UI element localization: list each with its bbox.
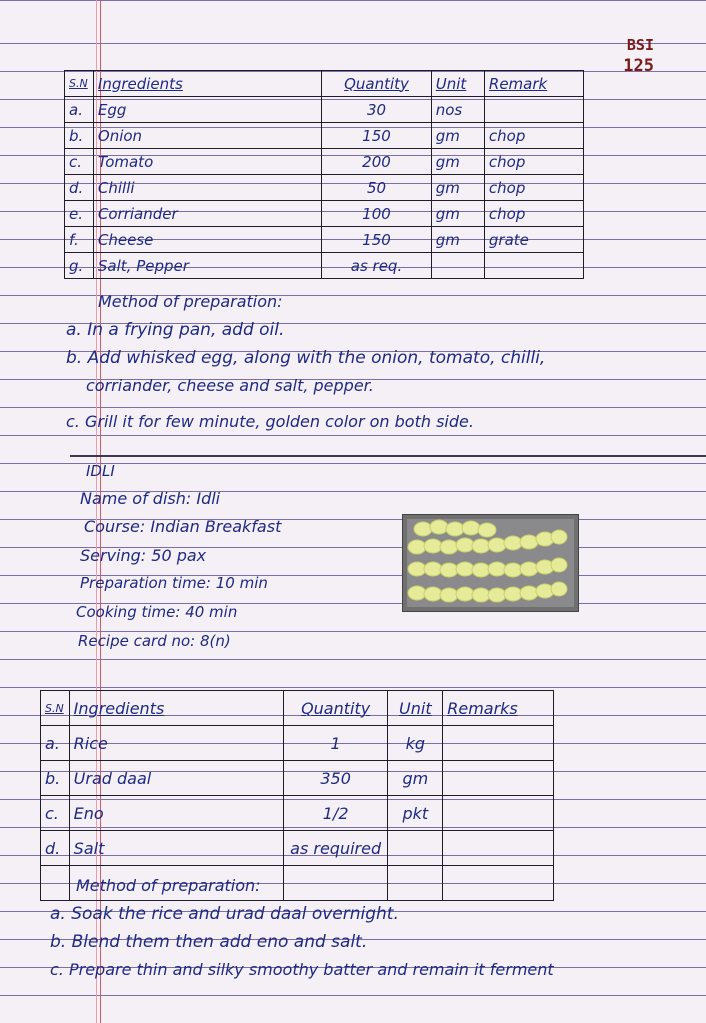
table-row xyxy=(65,201,584,227)
cell-sn: f. xyxy=(65,227,94,253)
cell-unit: gm xyxy=(431,227,484,253)
header-remark: Remark xyxy=(484,71,583,97)
table-row xyxy=(65,253,584,279)
cell-quantity: 200 xyxy=(322,149,431,175)
cell-quantity: 150 xyxy=(322,123,431,149)
method-title-2: Method of preparation: xyxy=(76,876,261,895)
header-quantity: Quantity xyxy=(283,691,388,726)
recipe-card-no: Recipe card no: 8(n) xyxy=(78,632,231,650)
cell-quantity: 100 xyxy=(322,201,431,227)
cell-ingredient: Eno xyxy=(69,796,283,831)
method-step: a. In a frying pan, add oil. xyxy=(66,320,285,340)
cell-remark: chop xyxy=(484,123,583,149)
table-row xyxy=(65,97,584,123)
cell-unit: gm xyxy=(431,175,484,201)
table-row xyxy=(41,831,554,866)
cell-unit: gm xyxy=(431,201,484,227)
cell-sn: a. xyxy=(65,97,94,123)
recipe-heading: IDLI xyxy=(86,462,115,480)
cell-remark xyxy=(443,761,554,796)
cell-quantity: as required xyxy=(283,831,388,866)
method-step: b. Blend them then add eno and salt. xyxy=(50,932,368,952)
cook-time: Cooking time: 40 min xyxy=(76,603,238,621)
cell-quantity: 1/2 xyxy=(283,796,388,831)
ingredients-table-2 xyxy=(40,690,554,901)
method-step: c. Prepare thin and silky smoothy batter and remain it ferment xyxy=(50,960,554,979)
cell-remark xyxy=(484,253,583,279)
method-step: b. Add whisked egg, along with the onion, tomato, chilli, xyxy=(66,348,546,368)
cell-sn: d. xyxy=(65,175,94,201)
cell-sn: c. xyxy=(65,149,94,175)
cell-ingredient: Corriander xyxy=(93,201,321,227)
prep-time: Preparation time: 10 min xyxy=(80,574,268,592)
cell-sn: c. xyxy=(41,796,70,831)
cell-quantity: 150 xyxy=(322,227,431,253)
cell-sn: d. xyxy=(41,831,70,866)
cell-ingredient: Egg xyxy=(93,97,321,123)
cell-remark: chop xyxy=(484,149,583,175)
cell-ingredient: Urad daal xyxy=(69,761,283,796)
header-sn: S.N xyxy=(41,691,70,726)
cell-unit: gm xyxy=(431,123,484,149)
cell-sn: g. xyxy=(65,253,94,279)
table-header-row xyxy=(65,71,584,97)
cell-ingredient: Rice xyxy=(69,726,283,761)
header-remarks: Remarks xyxy=(443,691,554,726)
cell-unit xyxy=(431,253,484,279)
page-stamp: BSI xyxy=(626,36,654,54)
cell-ingredient: Cheese xyxy=(93,227,321,253)
serving: Serving: 50 pax xyxy=(80,546,207,565)
header-unit: Unit xyxy=(431,71,484,97)
cell-quantity: as req. xyxy=(322,253,431,279)
idli-photo-image xyxy=(403,515,578,611)
cell-sn: b. xyxy=(41,761,70,796)
cell-unit xyxy=(388,831,443,866)
cell-unit: kg xyxy=(388,726,443,761)
cell-unit: gm xyxy=(431,149,484,175)
ingredients-table-1 xyxy=(64,70,584,279)
page-number: 125 xyxy=(623,56,654,76)
table-row xyxy=(41,761,554,796)
method-title: Method of preparation: xyxy=(98,292,283,311)
cell-quantity: 30 xyxy=(322,97,431,123)
table-row xyxy=(65,149,584,175)
header-quantity: Quantity xyxy=(322,71,431,97)
table-row xyxy=(65,227,584,253)
dish-name: Name of dish: Idli xyxy=(80,489,221,508)
table-row xyxy=(41,726,554,761)
header-sn: S.N xyxy=(65,71,94,97)
cell-unit: gm xyxy=(388,761,443,796)
header-unit: Unit xyxy=(388,691,443,726)
cell-remark: grate xyxy=(484,227,583,253)
cell-ingredient: Salt, Pepper xyxy=(93,253,321,279)
cell-remark xyxy=(443,831,554,866)
table-row xyxy=(65,123,584,149)
cell-ingredient: Onion xyxy=(93,123,321,149)
cell-unit: nos xyxy=(431,97,484,123)
cell-sn: b. xyxy=(65,123,94,149)
table-header-row xyxy=(41,691,554,726)
cell-remark xyxy=(484,97,583,123)
cell-unit: pkt xyxy=(388,796,443,831)
cell-ingredient: Salt xyxy=(69,831,283,866)
cell-remark: chop xyxy=(484,201,583,227)
header-ingredients: Ingredients xyxy=(69,691,283,726)
cell-remark xyxy=(443,726,554,761)
table-row xyxy=(65,175,584,201)
section-divider xyxy=(70,455,706,457)
idli-photo xyxy=(402,514,579,612)
cell-quantity: 350 xyxy=(283,761,388,796)
course: Course: Indian Breakfast xyxy=(84,517,282,536)
method-step: c. Grill it for few minute, golden color on both side. xyxy=(66,412,474,431)
cell-remark: chop xyxy=(484,175,583,201)
cell-quantity: 1 xyxy=(283,726,388,761)
cell-remark xyxy=(443,796,554,831)
header-ingredients: Ingredients xyxy=(93,71,321,97)
table-row xyxy=(41,796,554,831)
method-step: corriander, cheese and salt, pepper. xyxy=(86,376,374,395)
method-step: a. Soak the rice and urad daal overnight. xyxy=(50,904,399,924)
cell-ingredient: Chilli xyxy=(93,175,321,201)
cell-sn: e. xyxy=(65,201,94,227)
cell-ingredient: Tomato xyxy=(93,149,321,175)
cell-quantity: 50 xyxy=(322,175,431,201)
cell-sn: a. xyxy=(41,726,70,761)
